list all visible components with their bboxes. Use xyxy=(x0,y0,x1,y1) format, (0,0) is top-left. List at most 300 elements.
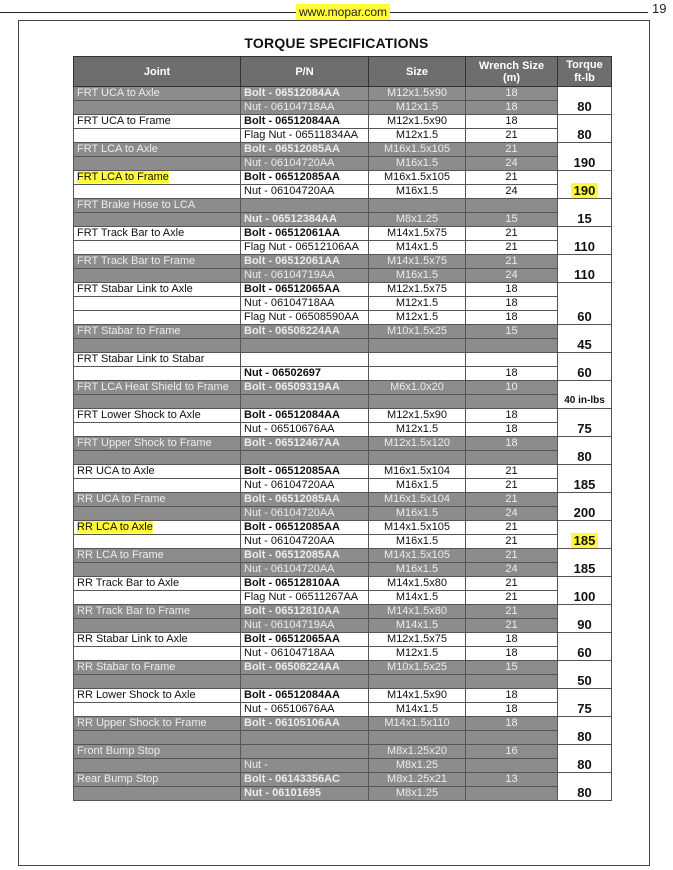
joint-cell xyxy=(74,661,241,675)
joint-cell xyxy=(74,115,241,129)
wrench-size-cell: 24 xyxy=(466,185,558,199)
torque-cell xyxy=(558,549,612,577)
part-number-cell: Nut - 06101695 xyxy=(241,787,369,801)
joint-cell xyxy=(74,549,241,563)
wrench-size-cell: 15 xyxy=(466,325,558,339)
torque-cell xyxy=(558,143,612,171)
table-row xyxy=(74,759,612,773)
table-row xyxy=(74,717,612,731)
table-row xyxy=(74,521,612,535)
wrench-size-cell: 18 xyxy=(466,703,558,717)
torque-cell xyxy=(558,115,612,143)
wrench-size-cell xyxy=(466,675,558,689)
joint-cell xyxy=(74,269,241,283)
table-row xyxy=(74,213,612,227)
table-row xyxy=(74,171,612,185)
table-row xyxy=(74,703,612,717)
torque-cell xyxy=(558,689,612,717)
part-number-cell: Nut - 06104718AA xyxy=(241,101,369,115)
torque-cell xyxy=(558,745,612,773)
table-row xyxy=(74,507,612,521)
wrench-size-cell: 15 xyxy=(466,213,558,227)
table-row xyxy=(74,395,612,409)
size-cell: M16x1.5 xyxy=(369,269,466,283)
wrench-size-cell: 21 xyxy=(466,591,558,605)
wrench-size-cell: 18 xyxy=(466,717,558,731)
torque-cell xyxy=(558,437,612,465)
size-cell: M14x1.5 xyxy=(369,241,466,255)
joint-label: RR Track Bar to Frame xyxy=(77,605,191,617)
table-row xyxy=(74,647,612,661)
size-cell: M10x1.5x25 xyxy=(369,325,466,339)
table-row xyxy=(74,297,612,311)
size-cell: M16x1.5x105 xyxy=(369,171,466,185)
joint-cell xyxy=(74,577,241,591)
torque-table xyxy=(73,56,612,801)
size-cell: M12x1.5 xyxy=(369,647,466,661)
joint-label: FRT LCA to Frame xyxy=(77,171,169,183)
part-number-cell: Nut - 06104720AA xyxy=(241,157,369,171)
size-cell: M12x1.5x75 xyxy=(369,283,466,297)
url-highlight: www.mopar.com xyxy=(296,4,390,20)
header-size: Size xyxy=(369,57,466,87)
part-number-cell: Flag Nut - 06511834AA xyxy=(241,129,369,143)
table-row xyxy=(74,773,612,787)
wrench-size-cell: 18 xyxy=(466,647,558,661)
torque-value: 45 xyxy=(577,337,592,352)
part-number-cell: Bolt - 06512084AA xyxy=(241,115,369,129)
table-row xyxy=(74,101,612,115)
joint-cell xyxy=(74,129,241,143)
wrench-size-cell: 18 xyxy=(466,367,558,381)
part-number-cell: Nut - 06104720AA xyxy=(241,507,369,521)
wrench-size-cell: 18 xyxy=(466,283,558,297)
size-cell xyxy=(369,451,466,465)
torque-value: 60 xyxy=(577,645,592,660)
table-row xyxy=(74,689,612,703)
table-row xyxy=(74,115,612,129)
size-cell xyxy=(369,395,466,409)
size-cell: M12x1.5 xyxy=(369,129,466,143)
size-cell: M12x1.5x90 xyxy=(369,115,466,129)
joint-cell xyxy=(74,171,241,185)
table-row xyxy=(74,255,612,269)
size-cell: M16x1.5x105 xyxy=(369,143,466,157)
size-cell: M14x1.5 xyxy=(369,591,466,605)
part-number-cell xyxy=(241,675,369,689)
part-number-cell: Flag Nut - 06508590AA xyxy=(241,311,369,325)
part-number-cell xyxy=(241,353,369,367)
size-cell: M16x1.5x104 xyxy=(369,465,466,479)
torque-cell xyxy=(558,661,612,689)
table-row xyxy=(74,479,612,493)
joint-cell xyxy=(74,465,241,479)
joint-label: FRT UCA to Axle xyxy=(77,87,160,99)
wrench-size-cell: 18 xyxy=(466,101,558,115)
size-cell: M12x1.5x120 xyxy=(369,437,466,451)
size-cell: M8x1.25 xyxy=(369,213,466,227)
joint-label: FRT Lower Shock to Axle xyxy=(77,409,201,421)
joint-label: RR UCA to Frame xyxy=(77,493,166,505)
wrench-size-cell xyxy=(466,451,558,465)
part-number-cell: Nut - 06104720AA xyxy=(241,535,369,549)
part-number-cell: Bolt - 06512061AA xyxy=(241,255,369,269)
table-row xyxy=(74,633,612,647)
size-cell: M6x1.0x20 xyxy=(369,381,466,395)
wrench-size-cell: 18 xyxy=(466,297,558,311)
part-number-cell: Bolt - 06512084AA xyxy=(241,409,369,423)
table-row xyxy=(74,339,612,353)
table-row xyxy=(74,241,612,255)
torque-value: 190 xyxy=(573,155,596,170)
torque-cell xyxy=(558,577,612,605)
table-row xyxy=(74,283,612,297)
header-joint: Joint xyxy=(74,57,241,87)
part-number-cell: Nut - 06104719AA xyxy=(241,269,369,283)
joint-label: RR Lower Shock to Axle xyxy=(77,689,196,701)
joint-cell xyxy=(74,507,241,521)
table-row xyxy=(74,269,612,283)
table-row xyxy=(74,227,612,241)
torque-cell xyxy=(558,171,612,199)
wrench-size-cell xyxy=(466,395,558,409)
wrench-size-cell: 13 xyxy=(466,773,558,787)
header-torque-unit: ft-lb xyxy=(574,71,595,84)
wrench-size-cell: 21 xyxy=(466,493,558,507)
part-number-cell: Bolt - 06105106AA xyxy=(241,717,369,731)
table-row xyxy=(74,661,612,675)
table-row xyxy=(74,787,612,801)
table-row xyxy=(74,535,612,549)
size-cell: M16x1.5 xyxy=(369,535,466,549)
part-number-cell: Bolt - 06508224AA xyxy=(241,661,369,675)
joint-cell xyxy=(74,759,241,773)
joint-cell xyxy=(74,199,241,213)
joint-cell xyxy=(74,619,241,633)
joint-cell xyxy=(74,311,241,325)
joint-label: RR UCA to Axle xyxy=(77,465,155,477)
torque-value: 15 xyxy=(577,211,592,226)
wrench-size-cell: 21 xyxy=(466,535,558,549)
wrench-size-cell: 24 xyxy=(466,507,558,521)
page-number: 19 xyxy=(652,1,667,16)
table-row xyxy=(74,731,612,745)
size-cell: M12x1.5 xyxy=(369,101,466,115)
part-number-cell: Nut - 06104718AA xyxy=(241,297,369,311)
joint-cell xyxy=(74,689,241,703)
part-number-cell: Bolt - 06143356AC xyxy=(241,773,369,787)
wrench-size-cell xyxy=(466,787,558,801)
table-row xyxy=(74,451,612,465)
wrench-size-cell: 21 xyxy=(466,227,558,241)
size-cell: M16x1.5 xyxy=(369,157,466,171)
size-cell: M16x1.5 xyxy=(369,563,466,577)
torque-cell xyxy=(558,325,612,353)
table-row xyxy=(74,437,612,451)
part-number-cell: Bolt - 06512085AA xyxy=(241,493,369,507)
torque-value: 80 xyxy=(577,757,592,772)
size-cell: M14x1.5x90 xyxy=(369,689,466,703)
part-number-cell xyxy=(241,395,369,409)
table-row xyxy=(74,185,612,199)
torque-value: 80 xyxy=(577,449,592,464)
torque-value: 185 xyxy=(573,561,596,576)
joint-label: FRT Stabar Link to Stabar xyxy=(77,353,205,365)
joint-cell xyxy=(74,703,241,717)
torque-cell xyxy=(558,255,612,283)
torque-value: 80 xyxy=(577,127,592,142)
part-number-cell: Bolt - 06508224AA xyxy=(241,325,369,339)
part-number-cell: Bolt - 06512085AA xyxy=(241,171,369,185)
wrench-size-cell xyxy=(466,353,558,367)
wrench-size-cell: 21 xyxy=(466,465,558,479)
wrench-size-cell: 21 xyxy=(466,129,558,143)
torque-cell xyxy=(558,717,612,745)
wrench-size-cell xyxy=(466,199,558,213)
joint-label: FRT Stabar to Frame xyxy=(77,325,181,337)
size-cell: M14x1.5x75 xyxy=(369,255,466,269)
part-number-cell: Flag Nut - 06511267AA xyxy=(241,591,369,605)
torque-cell xyxy=(558,227,612,255)
joint-cell xyxy=(74,647,241,661)
table-row xyxy=(74,465,612,479)
size-cell: M14x1.5 xyxy=(369,703,466,717)
joint-label: FRT Brake Hose to LCA xyxy=(77,199,196,211)
table-row xyxy=(74,353,612,367)
part-number-cell: Nut - 06510676AA xyxy=(241,703,369,717)
torque-cell xyxy=(558,87,612,115)
joint-cell xyxy=(74,633,241,647)
part-number-cell: Bolt - 06509319AA xyxy=(241,381,369,395)
joint-cell xyxy=(74,535,241,549)
joint-cell xyxy=(74,731,241,745)
wrench-size-cell: 18 xyxy=(466,87,558,101)
table-row xyxy=(74,87,612,101)
wrench-size-cell: 21 xyxy=(466,619,558,633)
part-number-cell: Bolt - 06512810AA xyxy=(241,605,369,619)
wrench-size-cell: 21 xyxy=(466,241,558,255)
wrench-size-cell: 24 xyxy=(466,269,558,283)
table-row xyxy=(74,367,612,381)
torque-value: 80 xyxy=(577,99,592,114)
part-number-cell: Bolt - 06512061AA xyxy=(241,227,369,241)
table-row xyxy=(74,157,612,171)
joint-label: Rear Bump Stop xyxy=(77,773,159,785)
joint-cell xyxy=(74,241,241,255)
size-cell: M14x1.5x80 xyxy=(369,605,466,619)
joint-cell xyxy=(74,87,241,101)
wrench-size-cell: 15 xyxy=(466,661,558,675)
table-row xyxy=(74,563,612,577)
torque-value: 60 xyxy=(577,365,592,380)
torque-value: 200 xyxy=(573,505,596,520)
page-title: TORQUE SPECIFICATIONS xyxy=(244,35,429,51)
table-row xyxy=(74,577,612,591)
torque-cell xyxy=(558,353,612,381)
joint-label: RR LCA to Axle xyxy=(77,521,153,533)
table-row xyxy=(74,423,612,437)
size-cell: M8x1.25 xyxy=(369,759,466,773)
torque-cell xyxy=(558,409,612,437)
joint-cell xyxy=(74,787,241,801)
table-row xyxy=(74,549,612,563)
table-row xyxy=(74,199,612,213)
part-number-cell: Nut - 06512384AA xyxy=(241,213,369,227)
joint-cell xyxy=(74,563,241,577)
joint-cell xyxy=(74,479,241,493)
wrench-size-cell: 10 xyxy=(466,381,558,395)
part-number-cell: Nut - 06104719AA xyxy=(241,619,369,633)
table-row xyxy=(74,591,612,605)
table-row xyxy=(74,381,612,395)
wrench-size-cell: 21 xyxy=(466,605,558,619)
torque-value: 60 xyxy=(577,309,592,324)
joint-cell xyxy=(74,143,241,157)
torque-value: 50 xyxy=(577,673,592,688)
joint-cell xyxy=(74,367,241,381)
size-cell: M8x1.25 xyxy=(369,787,466,801)
joint-label: RR LCA to Frame xyxy=(77,549,164,561)
size-cell: M14x1.5x110 xyxy=(369,717,466,731)
part-number-cell: Bolt - 06512085AA xyxy=(241,143,369,157)
size-cell xyxy=(369,353,466,367)
joint-cell xyxy=(74,773,241,787)
joint-label: FRT Track Bar to Frame xyxy=(77,255,196,267)
torque-cell xyxy=(558,465,612,493)
joint-cell xyxy=(74,395,241,409)
table-row xyxy=(74,493,612,507)
size-cell xyxy=(369,675,466,689)
wrench-size-cell xyxy=(466,759,558,773)
part-number-cell xyxy=(241,339,369,353)
size-cell: M12x1.5 xyxy=(369,311,466,325)
table-row xyxy=(74,675,612,689)
joint-cell xyxy=(74,185,241,199)
joint-cell xyxy=(74,325,241,339)
joint-label: RR Upper Shock to Frame xyxy=(77,717,207,729)
wrench-size-cell: 21 xyxy=(466,143,558,157)
wrench-size-cell: 21 xyxy=(466,577,558,591)
torque-value: 80 xyxy=(577,729,592,744)
wrench-size-cell: 21 xyxy=(466,255,558,269)
table-row xyxy=(74,745,612,759)
wrench-size-cell: 18 xyxy=(466,409,558,423)
torque-cell xyxy=(558,283,612,325)
wrench-size-cell: 18 xyxy=(466,633,558,647)
part-number-cell xyxy=(241,199,369,213)
joint-label: Front Bump Stop xyxy=(77,745,161,757)
joint-cell xyxy=(74,227,241,241)
table-row xyxy=(74,409,612,423)
wrench-size-cell: 18 xyxy=(466,689,558,703)
size-cell: M14x1.5x80 xyxy=(369,577,466,591)
joint-cell xyxy=(74,745,241,759)
torque-value: 190 xyxy=(571,183,599,198)
joint-cell xyxy=(74,437,241,451)
part-number-cell: Nut - 06104720AA xyxy=(241,479,369,493)
size-cell: M12x1.5x90 xyxy=(369,87,466,101)
joint-cell xyxy=(74,591,241,605)
table-row xyxy=(74,619,612,633)
torque-value: 40 in-lbs xyxy=(564,395,605,406)
torque-cell xyxy=(558,605,612,633)
torque-cell xyxy=(558,199,612,227)
torque-value: 185 xyxy=(571,533,599,548)
size-cell xyxy=(369,731,466,745)
part-number-cell xyxy=(241,745,369,759)
part-number-cell xyxy=(241,451,369,465)
size-cell: M12x1.5x75 xyxy=(369,633,466,647)
table-header-row xyxy=(74,57,612,87)
torque-value: 75 xyxy=(577,701,592,716)
wrench-size-cell xyxy=(466,731,558,745)
wrench-size-cell: 24 xyxy=(466,563,558,577)
joint-cell xyxy=(74,213,241,227)
part-number-cell: Bolt - 06512085AA xyxy=(241,521,369,535)
joint-cell xyxy=(74,409,241,423)
wrench-size-cell: 24 xyxy=(466,157,558,171)
joint-label: RR Stabar Link to Axle xyxy=(77,633,188,645)
size-cell: M16x1.5 xyxy=(369,479,466,493)
size-cell: M16x1.5 xyxy=(369,507,466,521)
torque-value: 110 xyxy=(574,267,595,282)
size-cell: M16x1.5x104 xyxy=(369,493,466,507)
joint-cell xyxy=(74,157,241,171)
wrench-size-cell: 21 xyxy=(466,479,558,493)
wrench-size-cell: 18 xyxy=(466,423,558,437)
joint-label: RR Track Bar to Axle xyxy=(77,577,180,589)
wrench-size-cell: 21 xyxy=(466,549,558,563)
size-cell: M14x1.5 xyxy=(369,619,466,633)
wrench-size-cell: 16 xyxy=(466,745,558,759)
wrench-size-cell: 18 xyxy=(466,311,558,325)
part-number-cell xyxy=(241,731,369,745)
part-number-cell: Bolt - 06512065AA xyxy=(241,283,369,297)
size-cell: M14x1.5x75 xyxy=(369,227,466,241)
torque-value: 185 xyxy=(573,477,596,492)
torque-cell xyxy=(558,381,612,409)
joint-label: FRT LCA to Axle xyxy=(77,143,158,155)
joint-cell xyxy=(74,353,241,367)
wrench-size-cell: 18 xyxy=(466,437,558,451)
torque-cell xyxy=(558,773,612,801)
table-body xyxy=(74,87,612,801)
table-row xyxy=(74,311,612,325)
torque-value: 75 xyxy=(577,421,592,436)
part-number-cell: Nut - 06104720AA xyxy=(241,563,369,577)
joint-label: RR Stabar to Frame xyxy=(77,661,176,673)
joint-cell xyxy=(74,605,241,619)
joint-label: FRT Track Bar to Axle xyxy=(77,227,185,239)
size-cell xyxy=(369,339,466,353)
size-cell: M8x1.25x21 xyxy=(369,773,466,787)
joint-cell xyxy=(74,297,241,311)
joint-cell xyxy=(74,451,241,465)
size-cell: M8x1.25x20 xyxy=(369,745,466,759)
part-number-cell: Nut - xyxy=(241,759,369,773)
part-number-cell: Bolt - 06512084AA xyxy=(241,87,369,101)
joint-cell xyxy=(74,381,241,395)
table-row xyxy=(74,129,612,143)
part-number-cell: Nut - 06510676AA xyxy=(241,423,369,437)
size-cell: M16x1.5 xyxy=(369,185,466,199)
torque-cell xyxy=(558,493,612,521)
part-number-cell: Bolt - 06512810AA xyxy=(241,577,369,591)
wrench-size-cell: 18 xyxy=(466,115,558,129)
wrench-size-cell: 21 xyxy=(466,171,558,185)
torque-value: 90 xyxy=(577,617,592,632)
size-cell: M12x1.5 xyxy=(369,423,466,437)
